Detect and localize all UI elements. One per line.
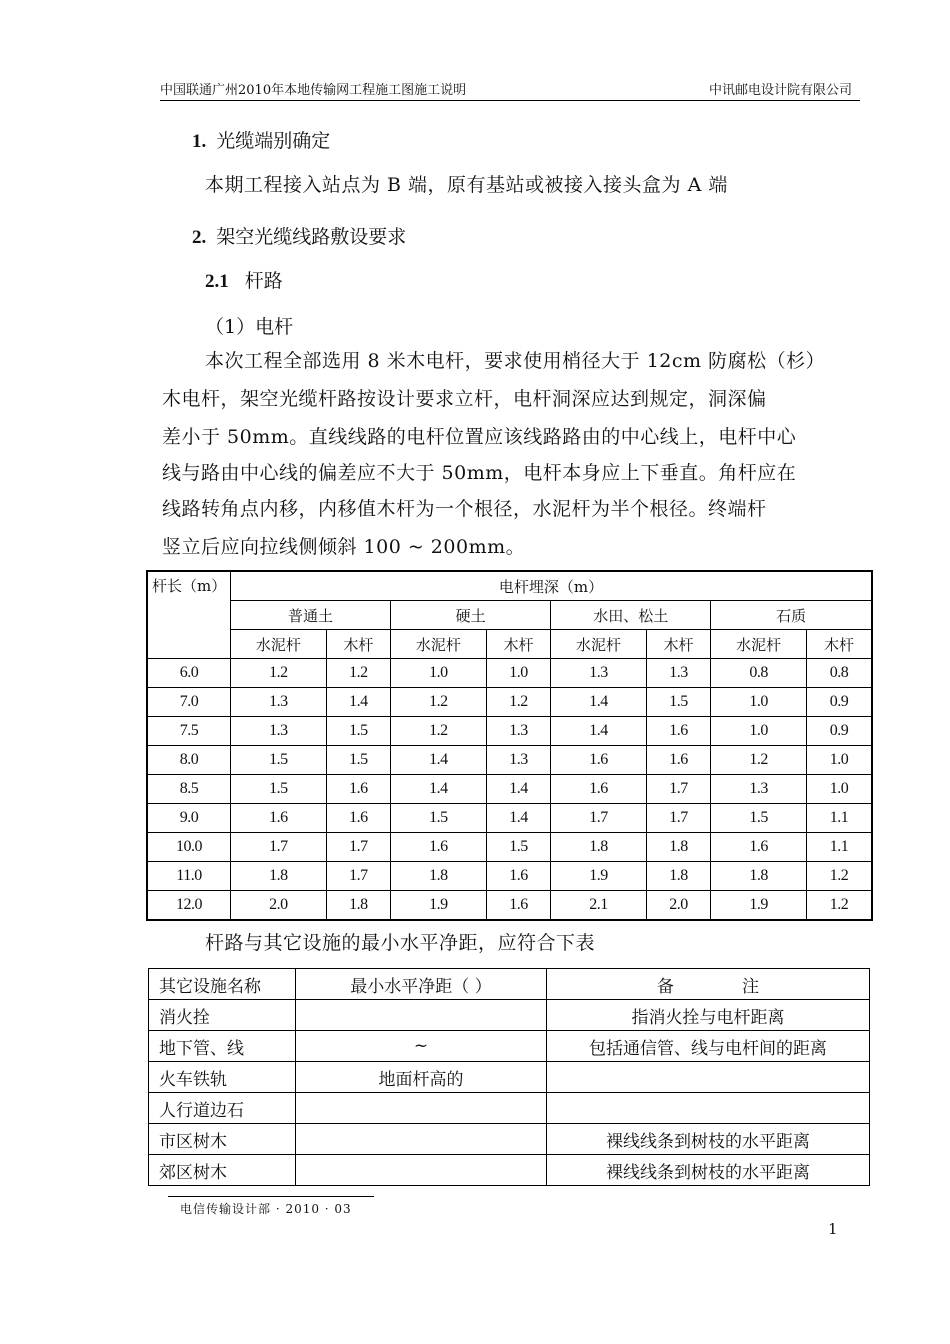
table-row [149,1155,870,1186]
table-row [147,688,872,717]
table-cell: 火车铁轨 [149,1062,296,1093]
table-cell [296,1124,547,1155]
table-2-intro: 杆路与其它设施的最小水平净距，应符合下表 [205,932,596,954]
distance-header: 最小水平净距（ ） [296,969,547,1000]
table-cell: 1.0 [711,717,807,746]
table-cell: 8.0 [147,746,231,775]
table-cell: 郊区树木 [149,1155,296,1186]
table-cell [547,1093,870,1124]
soil-header: 硬土 [391,601,551,630]
table-cell: 1.8 [391,862,487,891]
table-cell: 1.2 [806,862,872,891]
table-cell [296,1093,547,1124]
table-cell: 1.1 [806,804,872,833]
pole-type-header: 水泥杆 [711,630,807,659]
table-cell: 12.0 [147,891,231,921]
section-2-number: 2. [192,227,207,248]
table-cell: 1.6 [391,833,487,862]
table-cell: 1.6 [551,746,647,775]
table-cell: 1.5 [326,717,390,746]
pole-type-header: 水泥杆 [231,630,327,659]
table-cell: 2.1 [551,891,647,921]
header-title: 中国联通广州2010年本地传输网工程施工图施工说明 [160,83,467,98]
soil-header: 石质 [711,601,872,630]
table-cell: 1.8 [231,862,327,891]
table-cell: 1.7 [551,804,647,833]
table-cell: 指消火拴与电杆距离 [547,1000,870,1031]
table-cell: 1.0 [806,746,872,775]
table-cell: 人行道边石 [149,1093,296,1124]
table-cell: 1.7 [646,775,710,804]
section-1-title: 光缆端别确定 [216,130,331,152]
table-cell: 0.8 [806,659,872,688]
table-cell: 1.4 [551,688,647,717]
table-cell: 1.0 [486,659,550,688]
pole-type-header: 水泥杆 [391,630,487,659]
table-cell: 1.2 [486,688,550,717]
table-cell: 1.3 [231,717,327,746]
table-cell: 1.8 [646,862,710,891]
table-cell: 1.4 [391,746,487,775]
paragraph-line: 差小于 50mm。直线线路的电杆位置应该线路路由的中心线上，电杆中心 [162,426,797,448]
footnote: 电信传输设计部 · 2010 · 03 [180,1202,352,1216]
table-cell: 1.9 [391,891,487,921]
table-cell [296,1155,547,1186]
table-cell: 1.7 [231,833,327,862]
table-cell: 1.3 [486,717,550,746]
pole-depth-table [146,570,873,921]
soil-header: 水田、松土 [551,601,711,630]
table-cell: 1.6 [486,891,550,921]
section-2-1-title: 杆路 [244,270,283,292]
table-cell: 1.5 [711,804,807,833]
table-row [147,833,872,862]
table-cell: 1.8 [646,833,710,862]
table-cell: 2.0 [646,891,710,921]
table-cell: 8.5 [147,775,231,804]
table-row [147,891,872,921]
paragraph-line: 线与路由中心线的偏差应不大于 50mm，电杆本身应上下垂直。角杆应在 [162,462,797,484]
table-cell: 1.6 [486,862,550,891]
table-cell: 1.4 [486,775,550,804]
table-row [149,1031,870,1062]
table-row [149,1124,870,1155]
page-number: 1 [828,1220,838,1238]
table-cell: 1.5 [231,746,327,775]
table-cell: 1.9 [711,891,807,921]
table-cell: 1.9 [551,862,647,891]
table-cell: 1.7 [326,862,390,891]
table-cell: 1.6 [646,717,710,746]
page-header [160,76,860,101]
remark-header: 备 注 [547,969,870,1000]
table-cell: 1.3 [231,688,327,717]
footnote-divider [168,1196,374,1197]
clearance-table [148,968,870,1186]
table-cell: 0.9 [806,688,872,717]
table-cell: 1.3 [646,659,710,688]
table-row [147,746,872,775]
table-cell: 1.5 [646,688,710,717]
table-cell: 地下管、线 [149,1031,296,1062]
table-cell [547,1062,870,1093]
table-cell: 0.8 [711,659,807,688]
table-cell: 1.4 [391,775,487,804]
table-cell: 1.6 [646,746,710,775]
table-cell: 1.2 [806,891,872,921]
section-1-heading [192,124,330,159]
table-cell: 11.0 [147,862,231,891]
section-2-1-heading [205,264,283,299]
depth-group-header: 电杆埋深（m） [231,571,873,601]
table-cell: 裸线线条到树枝的水平距离 [547,1155,870,1186]
table-cell: 市区树木 [149,1124,296,1155]
table-cell: 1.8 [326,891,390,921]
table-cell: 裸线线条到树枝的水平距离 [547,1124,870,1155]
pole-type-header: 水泥杆 [551,630,647,659]
soil-header: 普通土 [231,601,391,630]
table-cell: 1.6 [326,804,390,833]
table-row [147,717,872,746]
table-cell: 1.5 [391,804,487,833]
table-cell: 1.3 [551,659,647,688]
table-cell: 1.3 [711,775,807,804]
section-2-1-number: 2.1 [205,271,229,292]
table-cell: 1.2 [711,746,807,775]
table-row [147,659,872,688]
table-cell: 7.0 [147,688,231,717]
table-cell: 1.0 [391,659,487,688]
table-cell: ~ [296,1031,547,1062]
table-row [149,1000,870,1031]
pole-type-header: 木杆 [326,630,390,659]
table-cell: 1.7 [646,804,710,833]
table-cell: 6.0 [147,659,231,688]
table-cell: 1.6 [551,775,647,804]
table-cell: 1.7 [326,833,390,862]
paragraph-line: 本次工程全部选用 8 米木电杆，要求使用梢径大于 12cm 防腐松（杉） [205,350,826,372]
table-cell: 消火拴 [149,1000,296,1031]
table-cell: 1.1 [806,833,872,862]
table-row [147,804,872,833]
table-cell: 1.2 [326,659,390,688]
table-cell: 包括通信管、线与电杆间的距离 [547,1031,870,1062]
section-1-number: 1. [192,131,207,152]
table-cell: 1.0 [711,688,807,717]
pole-type-header: 木杆 [806,630,872,659]
facility-header: 其它设施名称 [149,969,296,1000]
table-cell: 1.2 [231,659,327,688]
pole-type-header: 木杆 [646,630,710,659]
header-company: 中讯邮电设计院有限公司 [708,83,852,98]
table-cell: 1.5 [326,746,390,775]
table-cell: 1.4 [486,804,550,833]
table-cell: 1.6 [711,833,807,862]
table-cell: 1.3 [486,746,550,775]
table-cell: 1.5 [231,775,327,804]
table-row [147,862,872,891]
table-cell: 0.9 [806,717,872,746]
section-2-heading [192,220,406,255]
table-cell: 7.5 [147,717,231,746]
table-cell: 1.2 [391,688,487,717]
table-cell: 1.6 [326,775,390,804]
table-cell: 2.0 [231,891,327,921]
table-row [147,775,872,804]
paragraph-line: 竖立后应向拉线侧倾斜 100 ~ 200mm。 [162,536,526,558]
paragraph-line: 木电杆，架空光缆杆路按设计要求立杆，电杆洞深应达到规定，洞深偏 [162,388,767,410]
table-row [149,1062,870,1093]
table-cell [296,1000,547,1031]
table-cell: 1.2 [391,717,487,746]
table-cell: 1.6 [231,804,327,833]
table-cell: 1.8 [551,833,647,862]
table-cell: 1.8 [711,862,807,891]
table-cell: 9.0 [147,804,231,833]
table-cell: 1.0 [806,775,872,804]
table-row [149,1093,870,1124]
table-cell: 地面杆高的 [296,1062,547,1093]
table-cell: 1.4 [326,688,390,717]
table-cell: 1.5 [486,833,550,862]
pole-type-header: 木杆 [486,630,550,659]
section-1-text: 本期工程接入站点为 B 端，原有基站或被接入接头盒为 A 端 [205,174,728,196]
item-1-heading: （1）电杆 [205,316,294,338]
paragraph-line: 线路转角点内移，内移值木杆为一个根径，水泥杆为半个根径。终端杆 [162,498,767,520]
table-cell: 10.0 [147,833,231,862]
pole-length-header: 杆长（m） [147,571,231,659]
table-cell: 1.4 [551,717,647,746]
section-2-title: 架空光缆线路敷设要求 [216,226,407,248]
